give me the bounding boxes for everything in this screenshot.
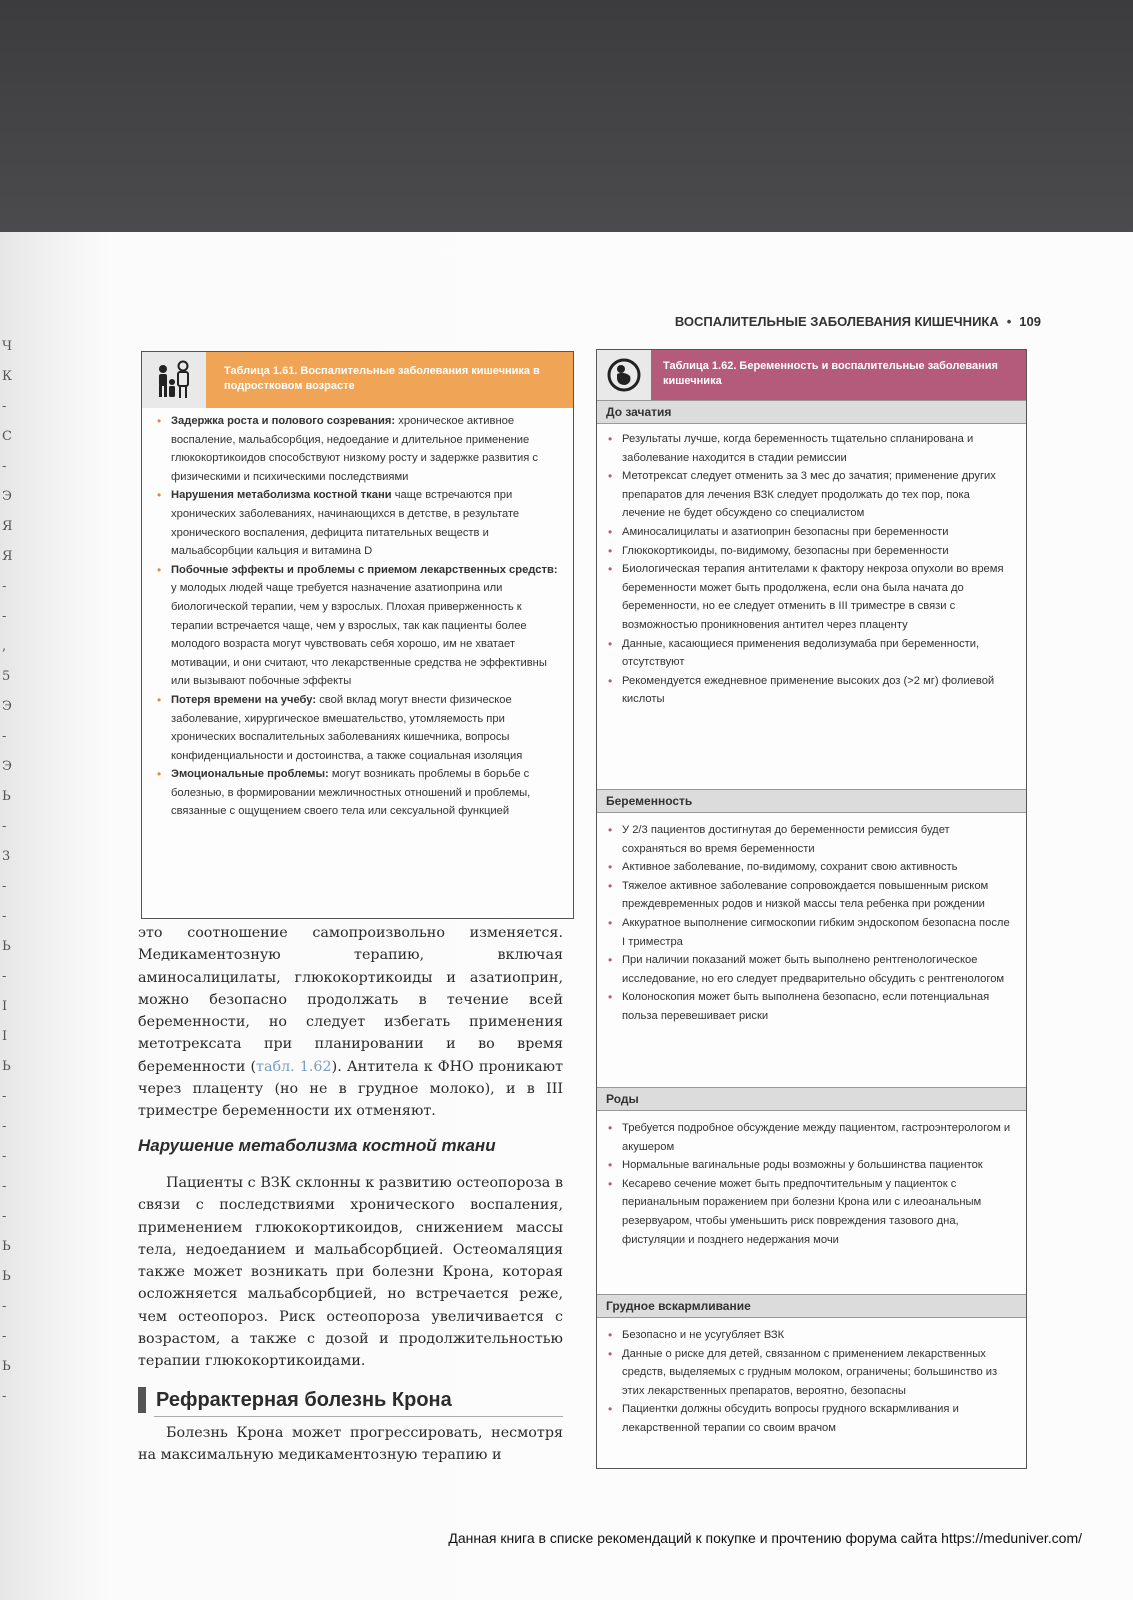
margin-char: Э — [2, 699, 12, 714]
margin-char: - — [2, 609, 7, 624]
margin-char: Ь — [2, 1059, 11, 1074]
margin-char: - — [2, 1299, 7, 1314]
list-item: • Результаты лучше, когда беременность тщательно спланирована и заболевание находится в стадии ремиссии — [601, 430, 1015, 467]
table-section-list — [601, 1119, 1015, 1249]
margin-char: - — [2, 1329, 7, 1344]
table-section-heading: До зачатия — [597, 400, 1026, 424]
page-number: 109 — [1019, 313, 1041, 329]
table-reference-link[interactable]: табл. 1.62 — [256, 1058, 332, 1075]
paragraph-refractory-crohn: Болезнь Крона может прогрессировать, несмотря на максимальную медикаментозную терапию и — [138, 1425, 563, 1464]
table-title: Таблица 1.61. Воспалительные заболевания кишечника в подростковом возрасте — [206, 352, 573, 408]
list-item — [150, 561, 562, 691]
margin-char: - — [2, 579, 7, 594]
list-item-text: могут возникать проблемы в борьбе с болезнью, в формировании межличностных отношений и проблемы, связанные с ощущением своего тела или сексуальной функцией — [171, 768, 531, 818]
list-item: • Активное заболевание, по-видимому, сохранит свою активность — [601, 858, 1015, 877]
list-item: • Биологическая терапия антителами к фактору некроза опухоли во время беременности может быть продолжена, если она была начата до беременности, но ее следует отменить в III триместре в связи с возможностью проникновения антител через плаценту — [601, 560, 1015, 634]
subheading-bone-metabolism: Нарушение метаболизма костной ткани — [138, 1136, 496, 1155]
table-section-list — [601, 821, 1015, 1026]
list-item: • Аккуратное выполнение сигмоскопии гибким эндоскопом безопасна после I триместра — [601, 914, 1015, 951]
list-item-text: свой вклад могут внести физическое заболевание, хирургическое вмешательство, утомляемость при хронических воспалительных заболеваниях кишечника, вопросы конфиденциальности и достоинства, а также социальная изоляция — [171, 693, 523, 762]
table-section-list — [601, 1326, 1015, 1438]
list-item — [150, 486, 562, 560]
margin-char: I — [2, 999, 8, 1014]
margin-char: Ь — [2, 1269, 11, 1284]
list-item-text: у молодых людей чаще требуется назначение азатиоприна или биологической терапии, чем у взрослых. Плохая приверженность к терапии встречается чаще, чем у взрослых, так как пациенты более молодого возраста могут чувствовать себя хорошо, им не хватает мотивации, и они считают, что лекарственные средства не эффективны или вызывают побочные эффекты — [171, 582, 547, 688]
list-item-term: Потеря времени на учебу: — [171, 693, 317, 706]
list-item: • Безопасно и не усугубляет ВЗК — [601, 1326, 1015, 1345]
running-head — [605, 310, 1041, 332]
table-list — [150, 412, 562, 821]
table-title: Таблица 1.62. Беременность и воспалительные заболевания кишечника — [651, 350, 1026, 400]
list-item — [150, 691, 562, 765]
family-icon — [142, 352, 207, 408]
paragraph-bone-metabolism: Пациенты с ВЗК склонны к развитию остеопороза в связи с последствиями хронического воспаления, применением глюкокортикоидов, снижением массы тела, недоеданием и мальабсорбцией. Остеомаляция также может возникать при болезни Крона, которая осложняется мальабсорбцией, но встречается реже, чем остеопороз. Риск остеопороза увеличивается с возрастом, а также с дозой и продолжительностью терапии глюкокортикоидами. — [138, 1175, 563, 1370]
section-rule — [154, 1416, 563, 1417]
margin-char: , — [2, 639, 7, 654]
margin-char: 5 — [2, 669, 11, 684]
margin-char: - — [2, 459, 7, 474]
margin-char: Я — [2, 519, 13, 534]
running-head-separator: • — [1006, 313, 1012, 329]
table-section-list — [601, 430, 1015, 709]
list-item: • Аминосалицилаты и азатиоприн безопасны при беременности — [601, 523, 1015, 542]
list-item: • При наличии показаний может быть выполнено рентгенологическое исследование, но его следует предварительно обсудить с рентгенологом — [601, 951, 1015, 988]
list-item: • Глюкокортикоиды, по-видимому, безопасны при беременности — [601, 542, 1015, 561]
table-section-heading: Беременность — [597, 789, 1026, 813]
list-item — [150, 765, 562, 821]
margin-char: - — [2, 1119, 7, 1134]
margin-char: - — [2, 1149, 7, 1164]
margin-char: - — [2, 729, 7, 744]
margin-char: - — [2, 399, 7, 414]
margin-char: Ь — [2, 789, 11, 804]
margin-char: - — [2, 1179, 7, 1194]
list-item-term: Эмоциональные проблемы: — [171, 768, 329, 781]
margin-char: Э — [2, 759, 12, 774]
margin-char: - — [2, 1089, 7, 1104]
margin-char: Я — [2, 549, 13, 564]
pregnancy-icon — [597, 350, 651, 400]
margin-char: - — [2, 1389, 7, 1404]
list-item-term: Задержка роста и полового созревания: — [171, 415, 396, 427]
list-item: • Данные, касающиеся применения ведолизумаба при беременности, отсутствуют — [601, 635, 1015, 672]
footer-notice: Данная книга в списке рекомендаций к покупке и прочтению форума сайта https://meduniver.com/ — [448, 1530, 1082, 1546]
previous-page-margin — [0, 340, 14, 1440]
list-item: • Метотрексат следует отменить за 3 мес до зачатия; применение других препаратов для лечения ВЗК следует продолжать до тех пор, пока лечение не будет обсуждено со специалистом — [601, 467, 1015, 523]
paragraph-pregnancy-therapy: это соотношение самопроизвольно изменяется. Медикаментозную терапию, включая аминосалицилаты, глюкокортикоиды и азатиоприн, можно безопасно продолжать в течение всей беременности, но следует избегать применения метотрексата при планировании и во время беременности (табл. 1.62). Антитела к ФНО проникают через плаценту (но не в грудное молоко), и в III триместре беременности их отменяют. — [138, 925, 564, 1120]
section-marker — [138, 1387, 146, 1413]
margin-char: К — [2, 369, 13, 384]
list-item-term: Нарушения метаболизма костной ткани — [171, 489, 392, 502]
list-item: • Требуется подробное обсуждение между пациентом, гастроэнтерологом и акушером — [601, 1119, 1015, 1156]
list-item: • Нормальные вагинальные роды возможны у большинства пациенток — [601, 1156, 1015, 1175]
margin-char: I — [2, 1029, 8, 1044]
scanner-dark-band — [0, 0, 1133, 232]
table-header — [142, 352, 573, 408]
list-item: • Кесарево сечение может быть предпочтительным у пациенток с перианальным поражением при болезни Крона или с илеоанальным резервуаром, чтобы уменьшить риск повреждения тазового дна, фистуляции и позднего недержания мочи — [601, 1175, 1015, 1249]
table-pregnancy — [596, 349, 1027, 1469]
list-item-text: хроническое активное воспаление, мальабсорбция, недоедание и длительное применение глюкокортикоидов способствуют низкому росту и задержке развития с физическими и психическими последствиями — [171, 415, 538, 483]
list-item: • Тяжелое активное заболевание сопровождается повышенным риском преждевременных родов и низкой массы тела ребенка при рождении — [601, 877, 1015, 914]
list-item — [150, 412, 562, 486]
margin-char: 3 — [2, 849, 11, 864]
list-item: • Данные о риске для детей, связанном с применением лекарственных средств, выделяемых с грудным молоком, ограничены; большинство из этих лекарственных препаратов, вероятно, безопасны — [601, 1345, 1015, 1401]
table-section-heading: Грудное вскармливание — [597, 1294, 1026, 1318]
margin-char: - — [2, 969, 7, 984]
list-item-term: Побочные эффекты и проблемы с приемом лекарственных средств: — [171, 563, 558, 576]
list-item: • Рекомендуется ежедневное применение высоких доз (>2 мг) фолиевой кислоты — [601, 672, 1015, 709]
margin-char: Ь — [2, 939, 11, 954]
table-section-heading: Роды — [597, 1087, 1026, 1111]
list-item: • Пациентки должны обсудить вопросы грудного вскармливания и лекарственной терапии со своим врачом — [601, 1400, 1015, 1437]
margin-char: Ь — [2, 1359, 11, 1374]
list-item: • Колоноскопия может быть выполнена безопасно, если потенциальная польза перевешивает риски — [601, 988, 1015, 1025]
margin-char: С — [2, 429, 12, 444]
margin-char: Ь — [2, 1239, 11, 1254]
table-adolescence — [141, 351, 574, 919]
margin-char: Ч — [2, 339, 13, 354]
margin-char: - — [2, 1209, 7, 1224]
margin-char: - — [2, 909, 7, 924]
margin-char: - — [2, 819, 7, 834]
list-item: • У 2/3 пациентов достигнутая до беременности ремиссия будет сохраняться во время беременности — [601, 821, 1015, 858]
margin-char: Э — [2, 489, 12, 504]
running-head-title: ВОСПАЛИТЕЛЬНЫЕ ЗАБОЛЕВАНИЯ КИШЕЧНИКА — [674, 313, 999, 329]
table-header — [597, 350, 1026, 400]
margin-char: - — [2, 879, 7, 894]
section-title-refractory-crohn: Рефрактерная болезнь Крона — [138, 1386, 563, 1414]
list-item-text: чаще встречаются при хронических заболеваниях, начинающихся в детстве, в результате хронического воспаления, дефицита питательных веществ и мальабсорбции кальция и витамина D — [171, 489, 520, 558]
